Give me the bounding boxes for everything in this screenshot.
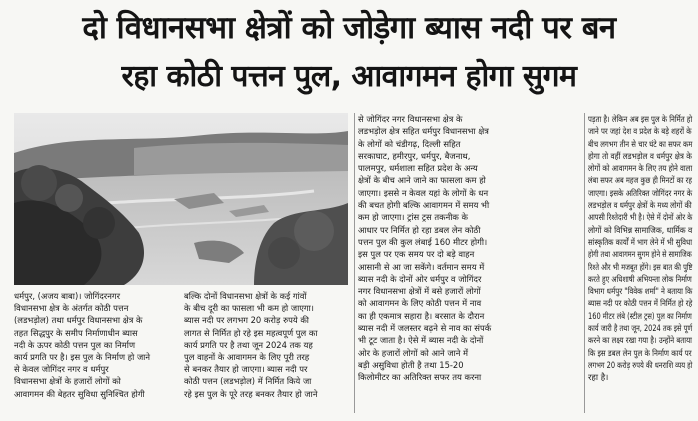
- text-line: लगभग 20 करोड़ रुपये की धनराशि व्यय हो: [588, 359, 693, 370]
- text-line: लडभड़ोल व धर्मपुर क्षेत्रों के मध्य लोगों की: [588, 200, 692, 211]
- text-line: तहत सिद्धपुर के समीप निर्माणाधीन ब्यास: [14, 327, 138, 338]
- text-line: पालमपुर, धर्मशाला सहित प्रदेश के अन्य: [358, 163, 478, 174]
- text-line: जाएगा। इससे न केवल यहां के लोगों के धन: [358, 187, 489, 198]
- text-line: 160 मीटर लंबे (स्टील ट्रस) पुल का निर्माण: [588, 310, 692, 321]
- text-line: का ही एकमात्र सहारा है। बरसात के दौरान: [358, 310, 485, 321]
- text-line: ब्यास नदी के दोनों ओर धर्मपुर व जोगिंदर: [358, 273, 482, 284]
- text-line: कार्य प्रगति पर है तथा जून 2024 तक यह: [184, 339, 313, 350]
- text-line: रिश्ते और भी मजबूत होंगे। इस बात की पुष्टि: [588, 261, 693, 272]
- text-line: पत्तन पुल की कुल लंबाई 160 मीटर होगी।: [358, 236, 488, 247]
- text-line: ब्यास नदी पर लगभग 20 करोड़ रुपये की: [184, 315, 309, 326]
- text-line: विधानसभा क्षेत्र के अंतर्गत कोठी पत्तन: [14, 303, 129, 314]
- text-line: लागत से निर्मित हो रहे इस महत्वपूर्ण पुल का: [184, 327, 318, 338]
- text-line: (लडभड़ोल) तथा धर्मपुर विधानसभा क्षेत्र के: [14, 315, 143, 326]
- text-line: विधानसभा क्षेत्रों के हजारों लोगों को: [14, 376, 121, 387]
- headline-line-1: दो विधानसभा क्षेत्रों को जोड़ेगा ब्यास नदी पर बन: [82, 10, 616, 46]
- text-line: धर्मपुर, (अजय बाबा)। जोगिंदरनगर: [14, 291, 120, 301]
- text-line: से जोगिंदर नगर विधानसभा क्षेत्र के: [358, 114, 463, 124]
- text-line: सरकाघाट, हमीरपुर, धर्मपुर, बैजनाथ,: [358, 150, 471, 161]
- text-line: लोगों को विभिन्न सामाजिक, धार्मिक व: [588, 224, 693, 235]
- text-line: विभाग धर्मपुर "विवेक शर्मा" ने बताया कि: [588, 286, 693, 297]
- text-line: आधार पर निर्मित हो रहा डबल लेन कोठी: [358, 224, 481, 235]
- column-right: [588, 113, 692, 384]
- text-line: लोगों को आवागमन के लिए तय होने वाला: [588, 163, 693, 174]
- text-line: आसानी से आ जा सकेंगे। वर्तमान समय में: [358, 261, 485, 272]
- text-line: कि इस डबल लेन पुल के निर्माण कार्य पर: [588, 347, 692, 358]
- text-line: रहे इस पुल के पूरे तरह बनकर तैयार हो जाने: [184, 388, 318, 399]
- text-line: पुल वाहनों के आवागमन के लिए पूरी तरह: [184, 352, 310, 363]
- text-line: करने का लक्ष्य रखा गया है। उन्होंने बताया: [588, 335, 692, 346]
- text-line: पड़ता है। लेकिन अब इस पुल के निर्मित हो: [588, 114, 693, 124]
- text-line: बल्कि दोनों विधानसभा क्षेत्रों के कई गांवों: [184, 291, 307, 301]
- column-bottom-center: [184, 290, 348, 400]
- text-line: होगा तो वहीं लडभड़ोल व धर्मपुर क्षेत्र के: [588, 150, 692, 161]
- text-line: किलोमीटर का अतिरिक्त सफर तय करना: [358, 372, 482, 383]
- column-middle: [358, 113, 582, 384]
- text-line: रहा है।: [588, 372, 609, 383]
- text-line: को आवागमन के लिए कोठी पत्तन में नाव: [358, 298, 482, 309]
- text-line: कोठी पत्तन (लडभड़ोल) में निर्मित किये जा: [184, 376, 312, 387]
- headline-line-2: रहा कोठी पत्तन पुल, आवागमन होगा सुगम: [121, 59, 577, 94]
- text-line: कार्य प्रगति पर है। इस पुल के निर्माण हो जाने: [14, 352, 150, 363]
- text-line: इस पुल पर एक समय पर दो बड़े वाहन: [358, 249, 475, 260]
- text-line: लडभड़ोल क्षेत्र सहित धर्मपुर विधानसभा क्षेत्र: [358, 126, 489, 137]
- text-line: सांस्कृतिक कार्यों में भाग लेने में भी सुविधा: [588, 236, 693, 247]
- text-line: भी टूट जाता है। ऐसे में ब्यास नदी के दोनों: [358, 335, 484, 346]
- text-line: कम हो जाएगा। ट्रांस ट्रस तकनीक के: [358, 212, 468, 223]
- text-line: आवागमन की बेहतर सुविधा सुनिश्चित होगी: [14, 388, 145, 399]
- text-line: नदी के ऊपर कोठी पत्तन पुल का निर्माण: [14, 339, 136, 350]
- text-line: ब्यास नदी पर कोठी पत्तन में निर्मित हो रहे: [588, 298, 693, 309]
- river-bridge-photo: [14, 113, 348, 285]
- text-line: बड़ी असुविधा होती है तथा 15-20: [358, 359, 464, 370]
- text-line: जाने पर जहां देश व प्रदेश के बड़े शहरों के: [588, 126, 692, 137]
- text-line: नगर विधानसभा क्षेत्रों में बसे हजारों लोगों: [358, 286, 481, 297]
- text-line: ब्यास नदी में जलस्तर बढ़ने से नाव का संपर्क: [358, 323, 492, 334]
- text-line: करते हुए अधिशाषी अभियन्ता लोक निर्माण: [588, 273, 692, 284]
- text-line: ओर के हजारों लोगों को आने जाने में: [358, 347, 469, 358]
- text-line: की बचत होगी बल्कि आवागमन में समय भी: [358, 200, 490, 211]
- column-divider: [354, 113, 355, 413]
- text-line: आपसी रिश्तेदारी भी है। ऐसे में दोनों ओर के: [588, 212, 693, 223]
- text-line: कार्य जारी है तथा जून, 2024 तक इसे पूर्ण: [588, 323, 693, 334]
- column-bottom-left: [14, 290, 178, 400]
- text-line: जाएगा। इसके अतिरिक्त जोगिंदर नगर के: [588, 187, 693, 198]
- text-line: के बीच दूरी का फासला भी कम हो जाएगा।: [184, 303, 314, 314]
- text-line: से केवल जोगिंदर नगर व धर्मपुर: [14, 364, 109, 375]
- text-line: बीच लगभग तीन से चार घंटे का सफर कम: [588, 138, 693, 149]
- text-line: क्षेत्रों के बीच आने जाने का फासला कम हो: [358, 175, 486, 186]
- text-line: होगी तथा आवागमन सुगम होने से सामाजिक: [588, 249, 692, 260]
- text-line: लंबा सफर अब महज कुछ ही मिनटों का रह: [588, 175, 692, 186]
- text-line: के लोगों को चंडीगढ़, दिल्ली सहित: [358, 138, 461, 149]
- text-line: से बनकर तैयार हो जाएगा। ब्यास नदी पर: [184, 364, 308, 375]
- column-divider-right: [584, 113, 585, 413]
